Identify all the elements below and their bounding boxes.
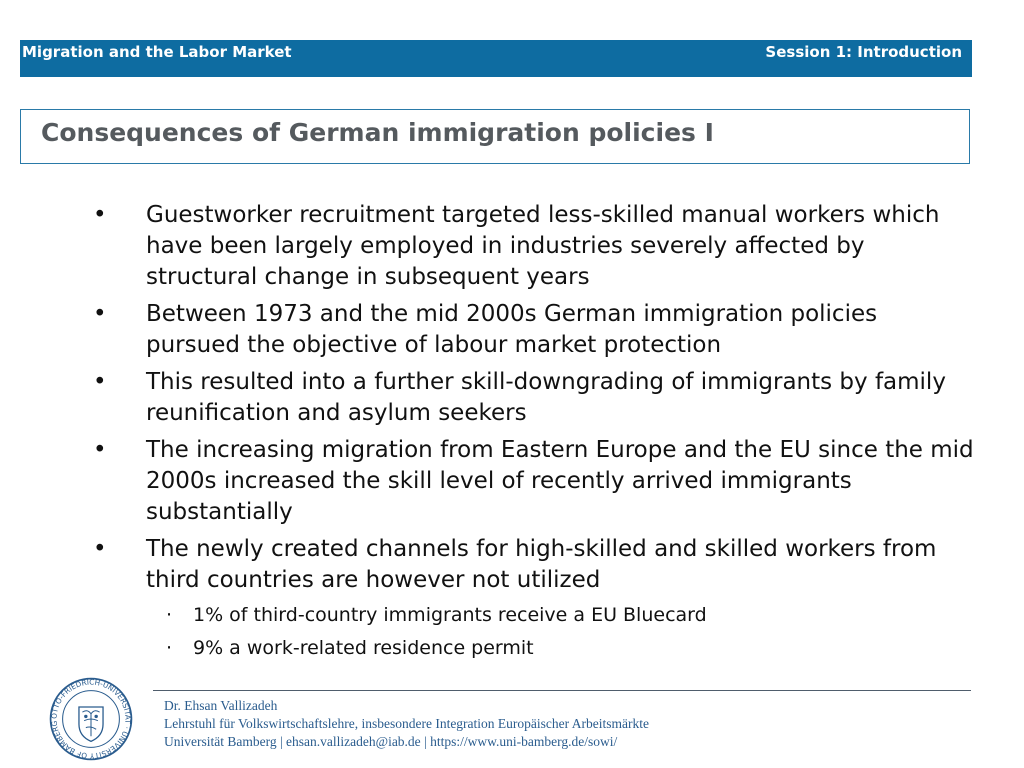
bullet-item xyxy=(0,367,1024,429)
university-seal-logo xyxy=(48,676,134,762)
contact-line: Universität Bamberg | ehsan.vallizadeh@iab.de | https://www.uni-bamberg.de/sowi/ xyxy=(164,734,618,749)
bullet-item xyxy=(0,435,1024,528)
header-bar xyxy=(20,40,972,77)
bullet-text: The newly created channels for high-skilled and skilled workers from third countries are however not utilized xyxy=(146,536,937,593)
bullet-text: This resulted into a further skill-downgrading of immigrants by family reunification and asylum seekers xyxy=(146,369,946,426)
bullet-mark: • xyxy=(93,536,107,562)
bullet-mark: • xyxy=(93,202,107,228)
subbullet-text: 9% a work-related residence permit xyxy=(193,637,534,659)
bullet-item xyxy=(0,534,1024,596)
bullet-mark: • xyxy=(93,437,107,463)
footer xyxy=(164,697,649,751)
slide-content xyxy=(0,200,1024,668)
footer-divider xyxy=(153,690,971,691)
slide-title: Consequences of German immigration policies I xyxy=(41,118,714,147)
bullet-text: The increasing migration from Eastern Europe and the EU since the mid 2000s increased the skill level of recently arrived immigrants substantially xyxy=(146,437,974,525)
session-title: Session 1: Introduction xyxy=(765,43,962,61)
author-name: Dr. Ehsan Vallizadeh xyxy=(164,698,278,713)
bullet-text: Guestworker recruitment targeted less-skilled manual workers which have been largely employed in industries severely affected by structural change in subsequent years xyxy=(146,202,940,290)
subbullet-item xyxy=(0,635,1024,662)
subbullet-mark: · xyxy=(166,637,173,659)
subbullet-item xyxy=(0,602,1024,629)
bullet-text: Between 1973 and the mid 2000s German immigration policies pursued the objective of labour market protection xyxy=(146,301,878,358)
chair-name: Lehrstuhl für Volkswirtschaftslehre, insbesondere Integration Europäischer Arbeitsmärkte xyxy=(164,716,649,731)
seal-lettering: OTTO-FRIEDRICH-UNIVERSITÄT · UNIVERSITY OF BAMBERG xyxy=(49,677,133,761)
title-box xyxy=(20,109,970,164)
subbullet-text: 1% of third-country immigrants receive a EU Bluecard xyxy=(193,604,707,626)
bullet-item xyxy=(0,200,1024,293)
bullet-mark: • xyxy=(93,369,107,395)
bullet-item xyxy=(0,299,1024,361)
subbullet-mark: · xyxy=(166,604,173,626)
course-title: Migration and the Labor Market xyxy=(22,43,292,61)
bullet-mark: • xyxy=(93,301,107,327)
